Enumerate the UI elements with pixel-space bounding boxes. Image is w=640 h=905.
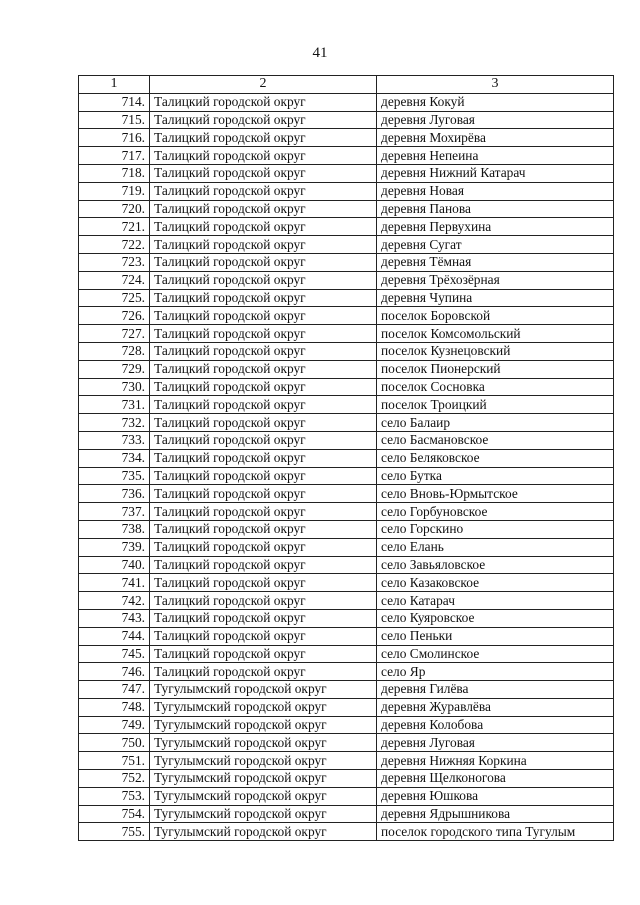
- header-col-2: 2: [150, 76, 377, 94]
- row-number: 746.: [79, 663, 150, 681]
- settlement-name: деревня Юшкова: [377, 787, 614, 805]
- municipal-district: Тугулымский городской округ: [150, 770, 377, 788]
- row-number: 737.: [79, 503, 150, 521]
- municipal-district: Талицкий городской округ: [150, 271, 377, 289]
- row-number: 742.: [79, 592, 150, 610]
- settlement-name: село Катарач: [377, 592, 614, 610]
- table-row: [79, 627, 614, 645]
- row-number: 719.: [79, 182, 150, 200]
- table-row: [79, 431, 614, 449]
- municipal-district: Талицкий городской округ: [150, 574, 377, 592]
- settlement-name: деревня Нижний Катарач: [377, 164, 614, 182]
- row-number: 724.: [79, 271, 150, 289]
- table-row: [79, 253, 614, 271]
- municipal-district: Тугулымский городской округ: [150, 698, 377, 716]
- municipal-district: Тугулымский городской округ: [150, 787, 377, 805]
- table-row: [79, 182, 614, 200]
- row-number: 734.: [79, 449, 150, 467]
- municipal-district: Талицкий городской округ: [150, 93, 377, 111]
- municipal-district: Талицкий городской округ: [150, 200, 377, 218]
- table-row: [79, 645, 614, 663]
- table-row: [79, 787, 614, 805]
- settlement-name: село Елань: [377, 538, 614, 556]
- row-number: 723.: [79, 253, 150, 271]
- row-number: 732.: [79, 414, 150, 432]
- row-number: 750.: [79, 734, 150, 752]
- table-row: [79, 236, 614, 254]
- settlement-name: село Басмановское: [377, 431, 614, 449]
- row-number: 715.: [79, 111, 150, 129]
- municipal-district: Тугулымский городской округ: [150, 823, 377, 841]
- settlement-name: село Смолинское: [377, 645, 614, 663]
- municipal-district: Талицкий городской округ: [150, 164, 377, 182]
- municipal-district: Талицкий городской округ: [150, 503, 377, 521]
- row-number: 716.: [79, 129, 150, 147]
- row-number: 744.: [79, 627, 150, 645]
- row-number: 718.: [79, 164, 150, 182]
- header-col-1: 1: [79, 76, 150, 94]
- municipal-district: Талицкий городской округ: [150, 147, 377, 165]
- row-number: 720.: [79, 200, 150, 218]
- settlement-name: поселок Троицкий: [377, 396, 614, 414]
- municipal-district: Талицкий городской округ: [150, 360, 377, 378]
- settlement-name: деревня Непеина: [377, 147, 614, 165]
- row-number: 738.: [79, 520, 150, 538]
- table-row: [79, 485, 614, 503]
- page-number: 41: [312, 45, 328, 61]
- row-number: 717.: [79, 147, 150, 165]
- table-row: [79, 360, 614, 378]
- municipal-district: Талицкий городской округ: [150, 414, 377, 432]
- municipal-district: Талицкий городской округ: [150, 431, 377, 449]
- table-row: [79, 307, 614, 325]
- table-row: [79, 698, 614, 716]
- table-row: [79, 467, 614, 485]
- settlement-name: деревня Щелконогова: [377, 770, 614, 788]
- table-row: [79, 592, 614, 610]
- table-row: [79, 770, 614, 788]
- settlement-name: деревня Новая: [377, 182, 614, 200]
- municipal-district: Талицкий городской округ: [150, 325, 377, 343]
- table-row: [79, 325, 614, 343]
- table-row: [79, 574, 614, 592]
- row-number: 727.: [79, 325, 150, 343]
- settlement-name: деревня Ядрышникова: [377, 805, 614, 823]
- row-number: 754.: [79, 805, 150, 823]
- settlement-name: село Яр: [377, 663, 614, 681]
- municipal-district: Талицкий городской округ: [150, 449, 377, 467]
- municipal-district: Талицкий городской округ: [150, 307, 377, 325]
- table-row: [79, 734, 614, 752]
- settlement-name: село Бутка: [377, 467, 614, 485]
- settlement-name: деревня Журавлёва: [377, 698, 614, 716]
- table-row: [79, 752, 614, 770]
- table-row: [79, 414, 614, 432]
- settlement-name: деревня Мохирёва: [377, 129, 614, 147]
- settlement-name: село Вновь-Юрмытское: [377, 485, 614, 503]
- settlement-name: село Балаир: [377, 414, 614, 432]
- settlement-name: деревня Первухина: [377, 218, 614, 236]
- table-row: [79, 520, 614, 538]
- municipal-district: Талицкий городской округ: [150, 253, 377, 271]
- row-number: 714.: [79, 93, 150, 111]
- table-row: [79, 716, 614, 734]
- municipal-district: Талицкий городской округ: [150, 129, 377, 147]
- settlement-name: деревня Колобова: [377, 716, 614, 734]
- settlement-name: поселок Боровской: [377, 307, 614, 325]
- settlement-name: деревня Чупина: [377, 289, 614, 307]
- municipal-district: Тугулымский городской округ: [150, 805, 377, 823]
- settlement-name: село Куяровское: [377, 609, 614, 627]
- municipal-district: Талицкий городской округ: [150, 396, 377, 414]
- settlement-name: деревня Сугат: [377, 236, 614, 254]
- settlement-name: деревня Луговая: [377, 111, 614, 129]
- row-number: 752.: [79, 770, 150, 788]
- table-row: [79, 396, 614, 414]
- municipal-district: Талицкий городской округ: [150, 538, 377, 556]
- table-row: [79, 681, 614, 699]
- municipal-district: Талицкий городской округ: [150, 520, 377, 538]
- table-row: [79, 449, 614, 467]
- row-number: 740.: [79, 556, 150, 574]
- row-number: 753.: [79, 787, 150, 805]
- settlement-name: поселок Пионерский: [377, 360, 614, 378]
- row-number: 741.: [79, 574, 150, 592]
- settlement-name: поселок Кузнецовский: [377, 342, 614, 360]
- settlement-name: деревня Луговая: [377, 734, 614, 752]
- row-number: 736.: [79, 485, 150, 503]
- row-number: 722.: [79, 236, 150, 254]
- municipal-district: Талицкий городской округ: [150, 378, 377, 396]
- table-row: [79, 129, 614, 147]
- municipal-district: Талицкий городской округ: [150, 645, 377, 663]
- settlement-name: деревня Трёхозёрная: [377, 271, 614, 289]
- table-row: [79, 556, 614, 574]
- municipal-district: Талицкий городской округ: [150, 663, 377, 681]
- header-col-3: 3: [377, 76, 614, 94]
- row-number: 725.: [79, 289, 150, 307]
- table-row: [79, 609, 614, 627]
- table-row: [79, 378, 614, 396]
- municipal-district: Тугулымский городской округ: [150, 752, 377, 770]
- row-number: 731.: [79, 396, 150, 414]
- row-number: 739.: [79, 538, 150, 556]
- municipal-district: Талицкий городской округ: [150, 556, 377, 574]
- row-number: 747.: [79, 681, 150, 699]
- table-row: [79, 271, 614, 289]
- municipal-district: Тугулымский городской округ: [150, 681, 377, 699]
- row-number: 733.: [79, 431, 150, 449]
- row-number: 730.: [79, 378, 150, 396]
- table-row: [79, 805, 614, 823]
- table-row: [79, 164, 614, 182]
- municipal-district: Талицкий городской округ: [150, 182, 377, 200]
- row-number: 729.: [79, 360, 150, 378]
- row-number: 745.: [79, 645, 150, 663]
- settlement-name: поселок городского типа Тугулым: [377, 823, 614, 841]
- row-number: 743.: [79, 609, 150, 627]
- row-number: 755.: [79, 823, 150, 841]
- municipal-district: Талицкий городской округ: [150, 467, 377, 485]
- municipal-district: Талицкий городской округ: [150, 485, 377, 503]
- table-row: [79, 218, 614, 236]
- table-row: [79, 538, 614, 556]
- table-header-row: [79, 76, 614, 94]
- settlement-name: село Горскино: [377, 520, 614, 538]
- municipal-district: Талицкий городской округ: [150, 342, 377, 360]
- municipal-district: Талицкий городской округ: [150, 289, 377, 307]
- settlement-name: село Завьяловское: [377, 556, 614, 574]
- table-row: [79, 289, 614, 307]
- settlement-name: поселок Сосновка: [377, 378, 614, 396]
- row-number: 751.: [79, 752, 150, 770]
- settlement-name: деревня Нижняя Коркина: [377, 752, 614, 770]
- settlement-name: село Казаковское: [377, 574, 614, 592]
- municipal-district: Талицкий городской округ: [150, 236, 377, 254]
- settlement-name: село Горбуновское: [377, 503, 614, 521]
- table-row: [79, 823, 614, 841]
- table-row: [79, 111, 614, 129]
- row-number: 726.: [79, 307, 150, 325]
- municipal-district: Талицкий городской округ: [150, 218, 377, 236]
- municipal-district: Талицкий городской округ: [150, 609, 377, 627]
- table-row: [79, 663, 614, 681]
- municipal-district: Тугулымский городской округ: [150, 716, 377, 734]
- settlement-name: село Пеньки: [377, 627, 614, 645]
- table-row: [79, 93, 614, 111]
- municipal-district: Тугулымский городской округ: [150, 734, 377, 752]
- row-number: 728.: [79, 342, 150, 360]
- table-row: [79, 342, 614, 360]
- settlement-name: деревня Тёмная: [377, 253, 614, 271]
- table-row: [79, 147, 614, 165]
- settlements-table: [78, 75, 614, 841]
- settlement-name: поселок Комсомольский: [377, 325, 614, 343]
- municipal-district: Талицкий городской округ: [150, 592, 377, 610]
- table-row: [79, 503, 614, 521]
- settlement-name: деревня Гилёва: [377, 681, 614, 699]
- municipal-district: Талицкий городской округ: [150, 111, 377, 129]
- settlement-name: деревня Панова: [377, 200, 614, 218]
- row-number: 735.: [79, 467, 150, 485]
- table-row: [79, 200, 614, 218]
- row-number: 749.: [79, 716, 150, 734]
- table-body: [79, 93, 614, 840]
- settlement-name: село Беляковское: [377, 449, 614, 467]
- municipal-district: Талицкий городской округ: [150, 627, 377, 645]
- settlement-name: деревня Кокуй: [377, 93, 614, 111]
- row-number: 748.: [79, 698, 150, 716]
- row-number: 721.: [79, 218, 150, 236]
